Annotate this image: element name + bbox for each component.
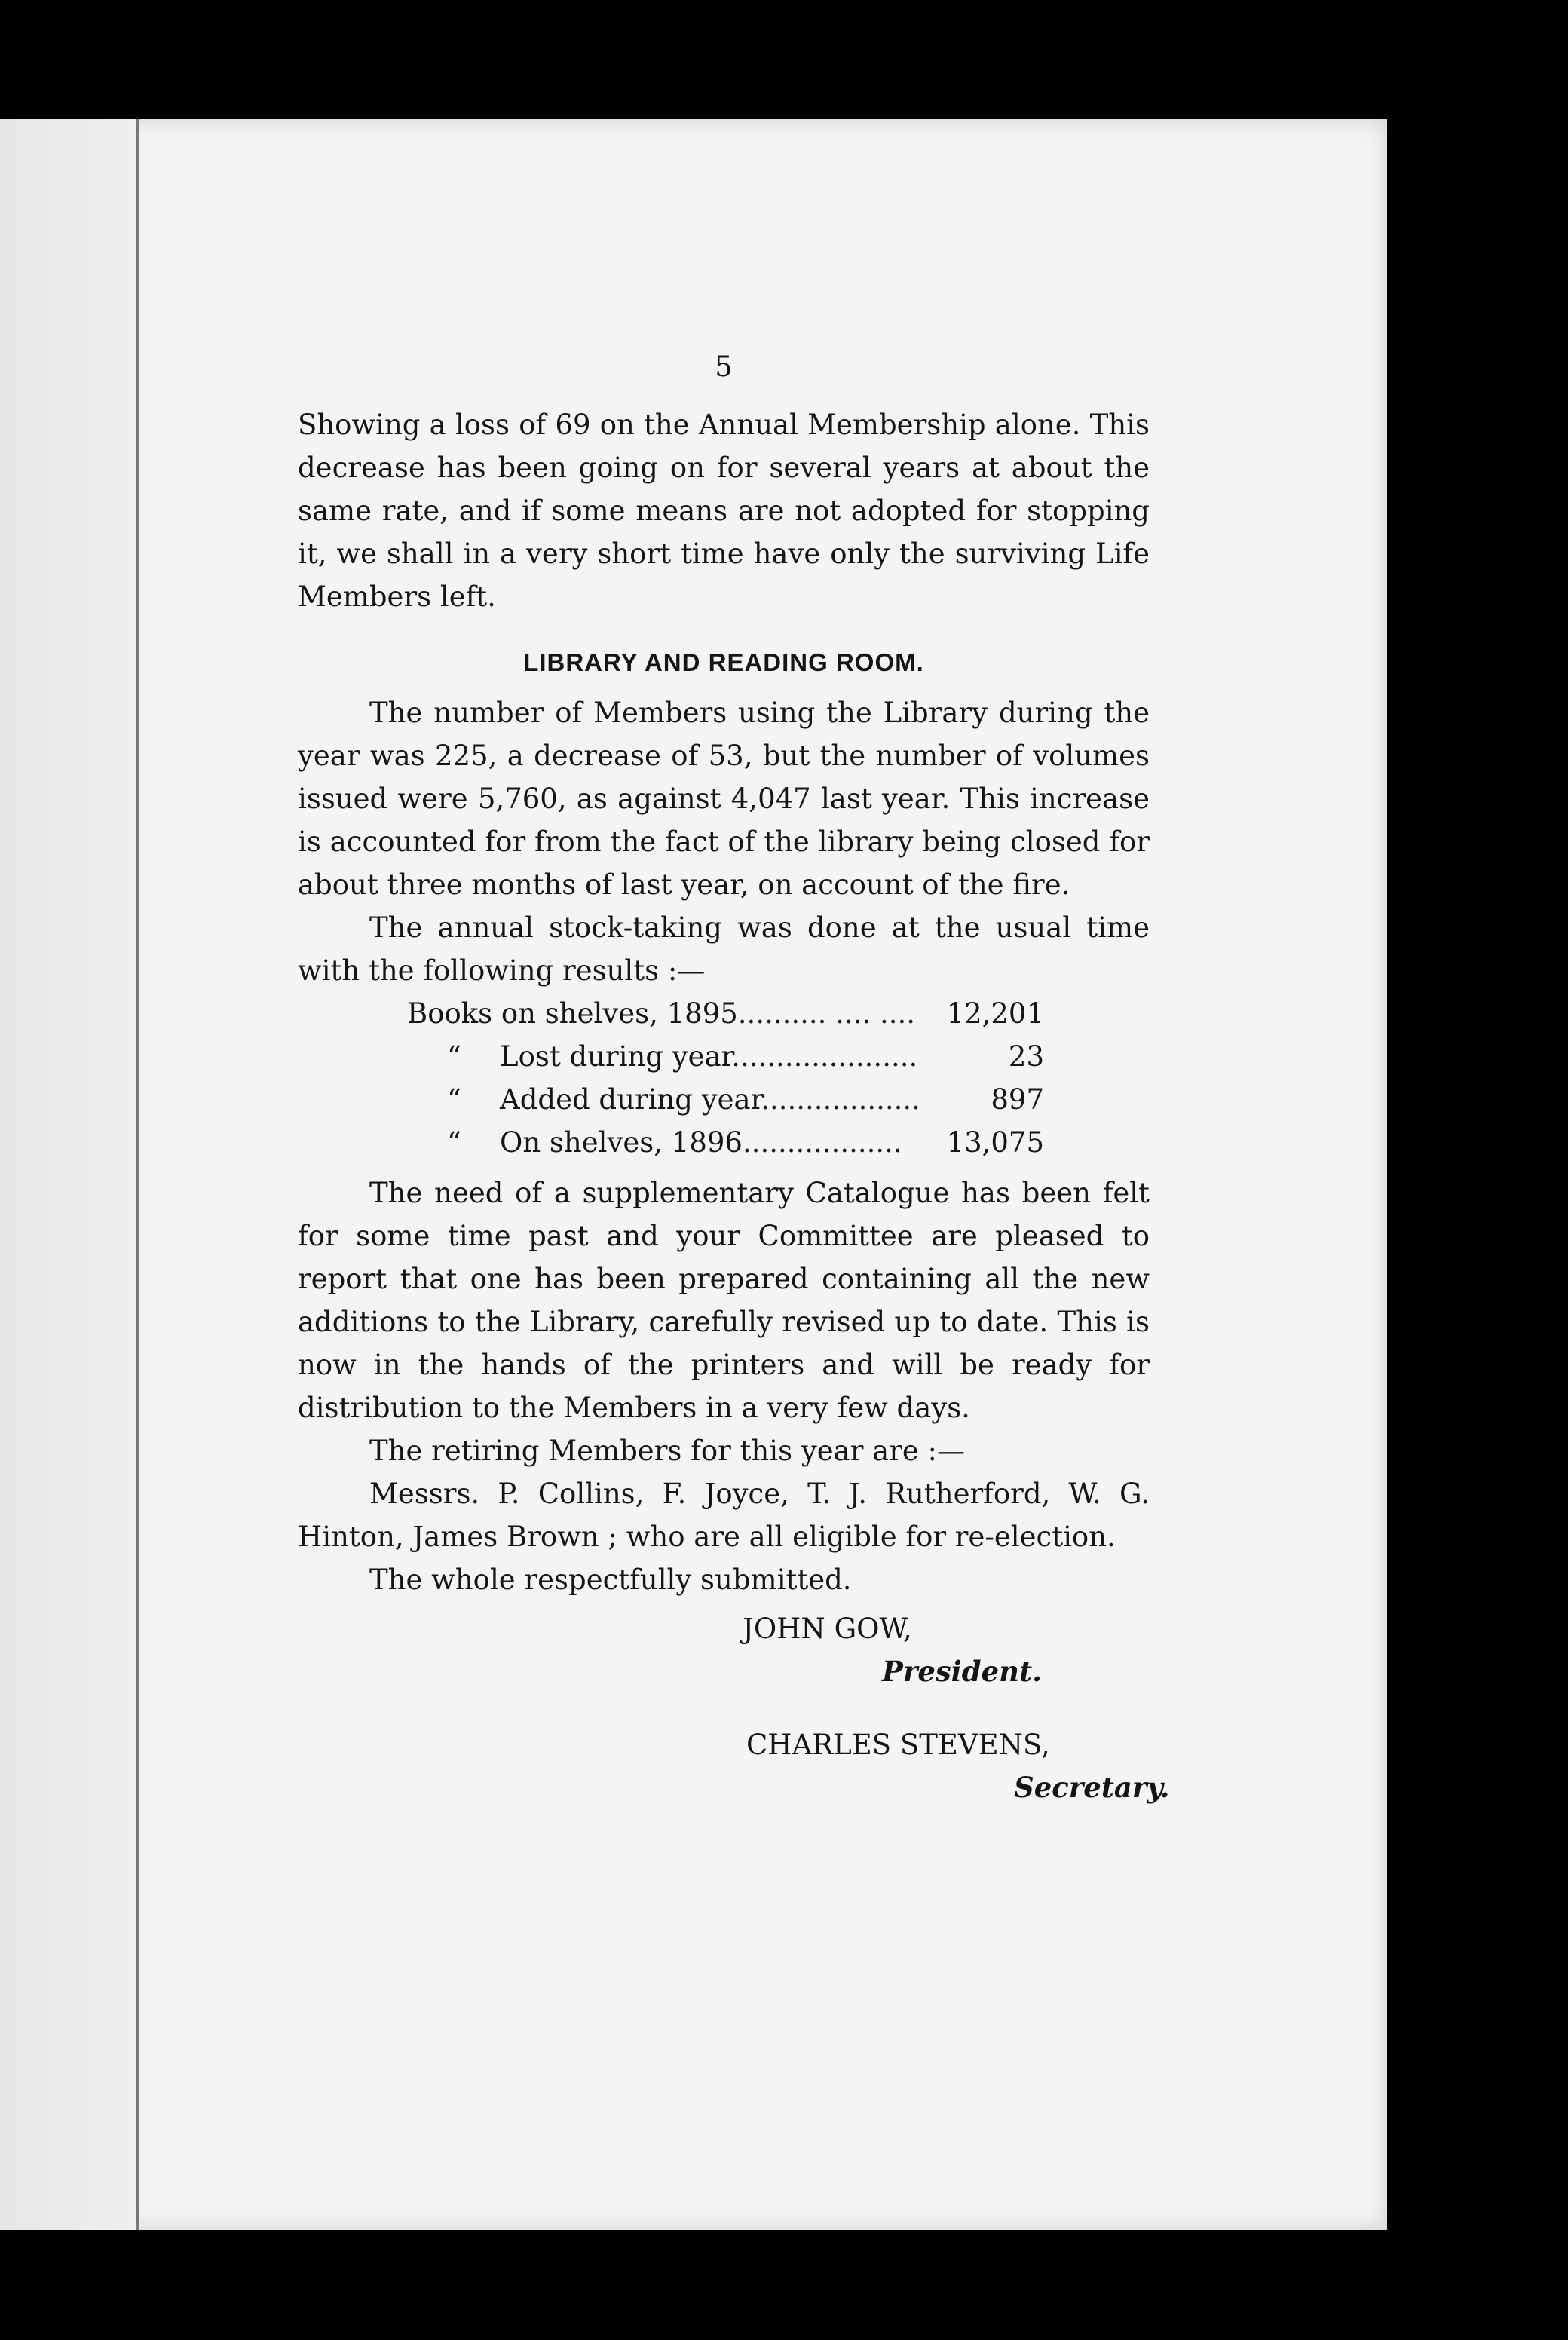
stock-label: On shelves, 1896..................: [500, 1126, 902, 1159]
stock-row: [298, 1035, 1150, 1078]
paragraph-catalogue: The need of a supplementary Catalogue has been felt for some time past and your Committee are pleased to report that one has been prepared containing all the new additions to the Library, carefully revised up to date. This is now in the hands of the printers and will be ready for distribution to the Members in a very few days.: [298, 1177, 1150, 1424]
stock-value: 12,201: [946, 997, 1044, 1030]
secretary-name: CHARLES STEVENS,: [746, 1729, 1050, 1761]
ditto-mark: “: [447, 1126, 461, 1159]
section-heading: LIBRARY AND READING ROOM.: [523, 648, 924, 676]
binding-spine: [136, 119, 139, 2230]
ditto-mark: “: [447, 1040, 461, 1073]
ditto-mark: “: [447, 1083, 461, 1116]
page-number: 5: [715, 351, 733, 383]
stock-table: [298, 992, 1150, 1164]
president-title: President.: [882, 1655, 1043, 1688]
stock-value: 23: [1008, 1040, 1044, 1073]
stock-label: Books on shelves, 1895.......... .... ....: [407, 997, 916, 1030]
stock-row: [298, 1078, 1150, 1121]
president-name: JOHN GOW,: [743, 1613, 912, 1645]
paragraph-membership-loss: Showing a loss of 69 on the Annual Membership alone. This decrease has been going on for several years at about the same rate, and if some means are not adopted for stopping it, we shall in a very short time have only the surviving Life Members left.: [298, 409, 1150, 613]
secretary-title: Secretary.: [1014, 1771, 1170, 1804]
stock-label: Lost during year.....................: [500, 1040, 918, 1073]
paragraph-stock-taking: The annual stock-taking was done at the usual time with the following results :—: [298, 911, 1150, 987]
paragraph-closing: The whole respectfully submitted.: [369, 1564, 852, 1596]
paragraph-retiring-members: The retiring Members for this year are :—: [369, 1435, 966, 1467]
page-edge-shadow: [0, 119, 136, 2230]
stock-row: [298, 1121, 1150, 1164]
document-page: [0, 119, 1387, 2230]
stock-row: [298, 992, 1150, 1035]
stock-value: 13,075: [946, 1126, 1044, 1159]
stock-value: 897: [991, 1083, 1044, 1116]
paragraph-library-usage: The number of Members using the Library during the year was 225, a decrease of 53, but the number of volumes issued were 5,760, as against 4,047 last year. This increase is accounted for from the fact of the library being closed for about three months of last year, on account of the fire.: [298, 697, 1150, 901]
paragraph-member-names: Messrs. P. Collins, F. Joyce, T. J. Rutherford, W. G. Hinton, James Brown ; who are all eligible for re-election.: [298, 1478, 1150, 1553]
stock-label: Added during year..................: [500, 1083, 920, 1116]
page-text: [298, 345, 1170, 1809]
